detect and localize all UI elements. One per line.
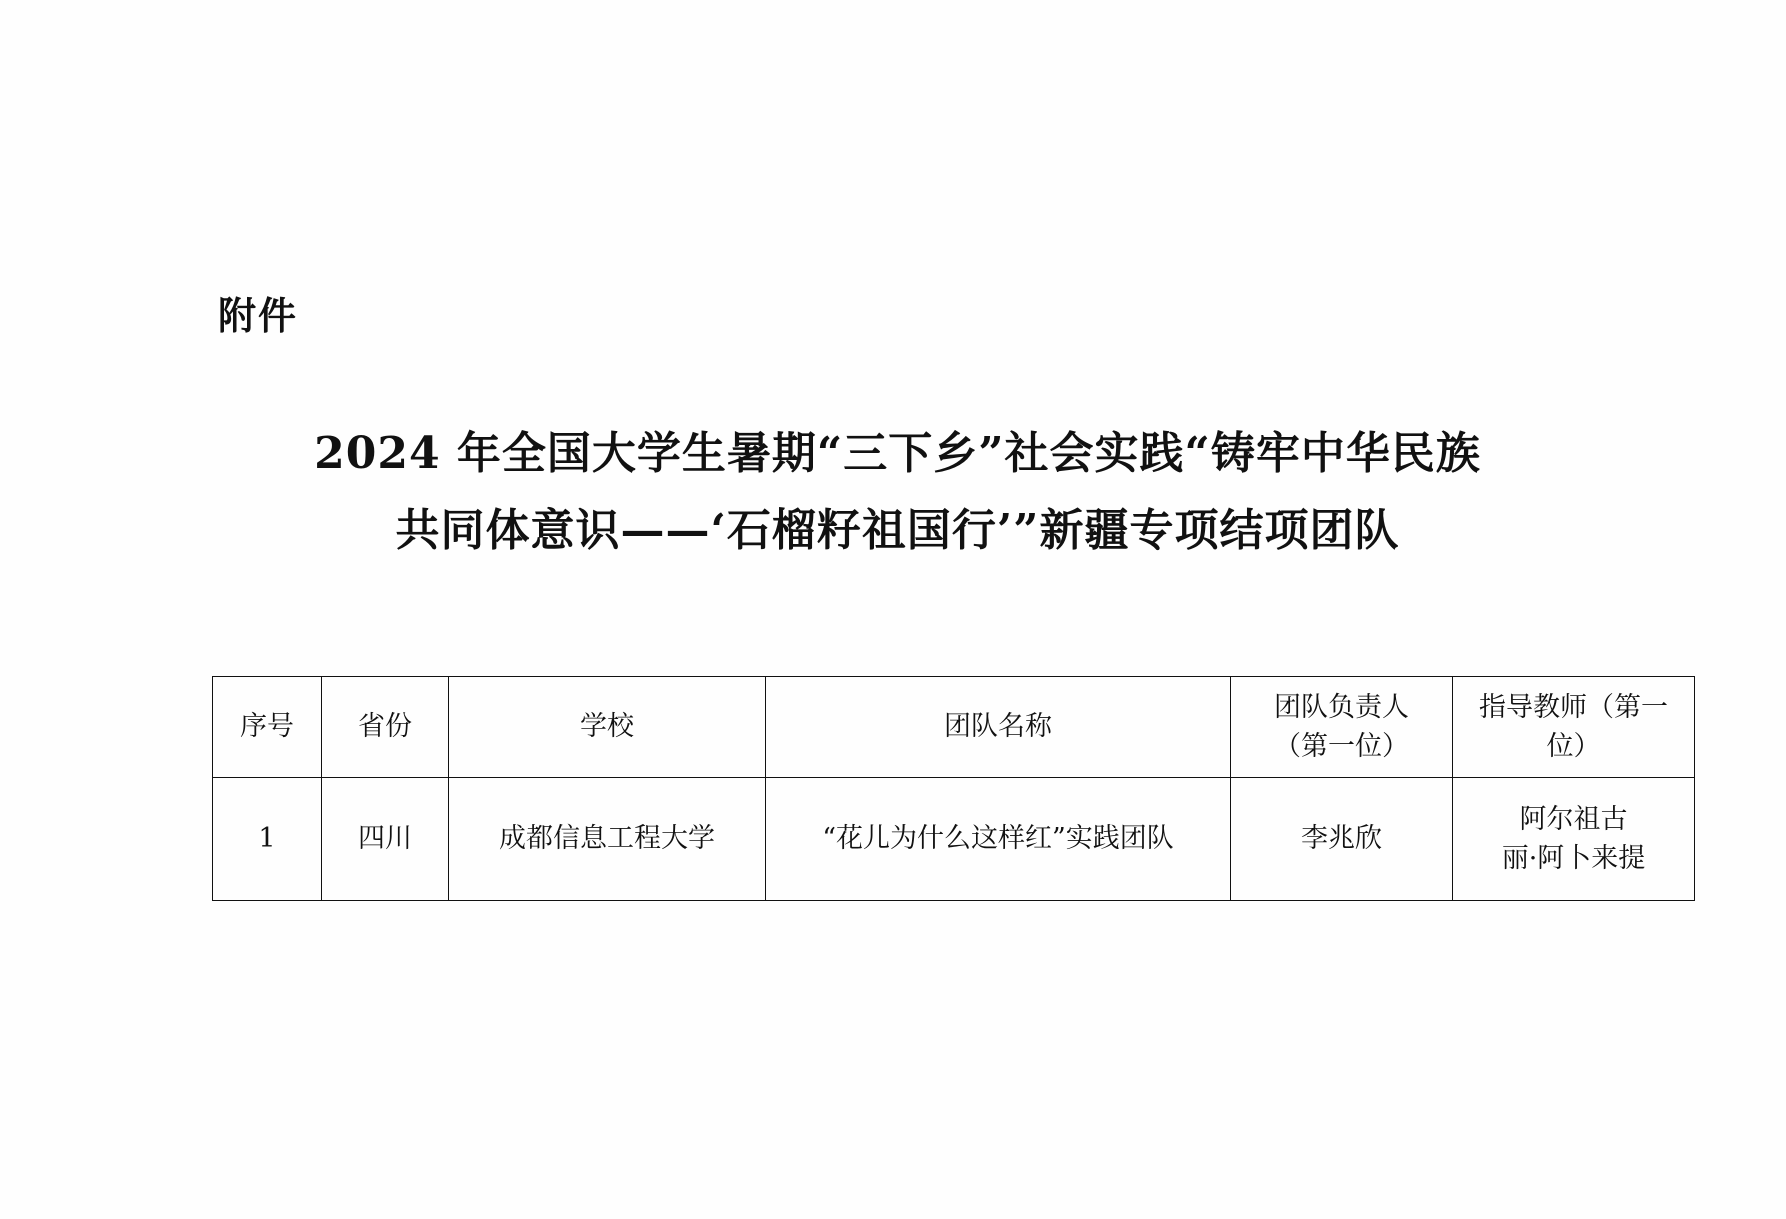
column-header-teacher-line-2: 位） [1546,731,1601,762]
cell-no: 1 [213,778,322,901]
column-header-no: 序号 [213,677,322,778]
cell-teacher-line-1: 阿尔祖古 [1519,803,1628,835]
attachment-label: 附件 [218,293,299,338]
table-header [213,677,1695,778]
cell-teacher [1453,778,1695,901]
cell-team-name: “花儿为什么这样红”实践团队 [766,778,1231,901]
column-header-team-name: 团队名称 [766,677,1231,778]
column-header-leader [1231,677,1453,778]
page-title [225,415,1570,569]
column-header-teacher-line-1: 指导教师（第一 [1479,691,1668,723]
table-header-row [213,677,1695,778]
table-row [213,778,1695,901]
table-body [213,778,1695,901]
column-header-province: 省份 [322,677,449,778]
column-header-leader-line-1: 团队负责人 [1274,691,1409,723]
column-header-teacher [1453,677,1695,778]
cell-school: 成都信息工程大学 [449,778,766,901]
page-title-line-2: 共同体意识——‘石榴籽祖国行’”新疆专项结项团队 [395,505,1400,556]
team-table [212,676,1695,901]
column-header-leader-line-2: （第一位） [1274,731,1409,762]
cell-teacher-line-2: 丽·阿卜来提 [1501,843,1646,874]
page-title-line-1: 2024 年全国大学生暑期“三下乡”社会实践“铸牢中华民族 [314,428,1481,479]
cell-leader: 李兆欣 [1231,778,1453,901]
cell-province: 四川 [322,778,449,901]
column-header-school: 学校 [449,677,766,778]
